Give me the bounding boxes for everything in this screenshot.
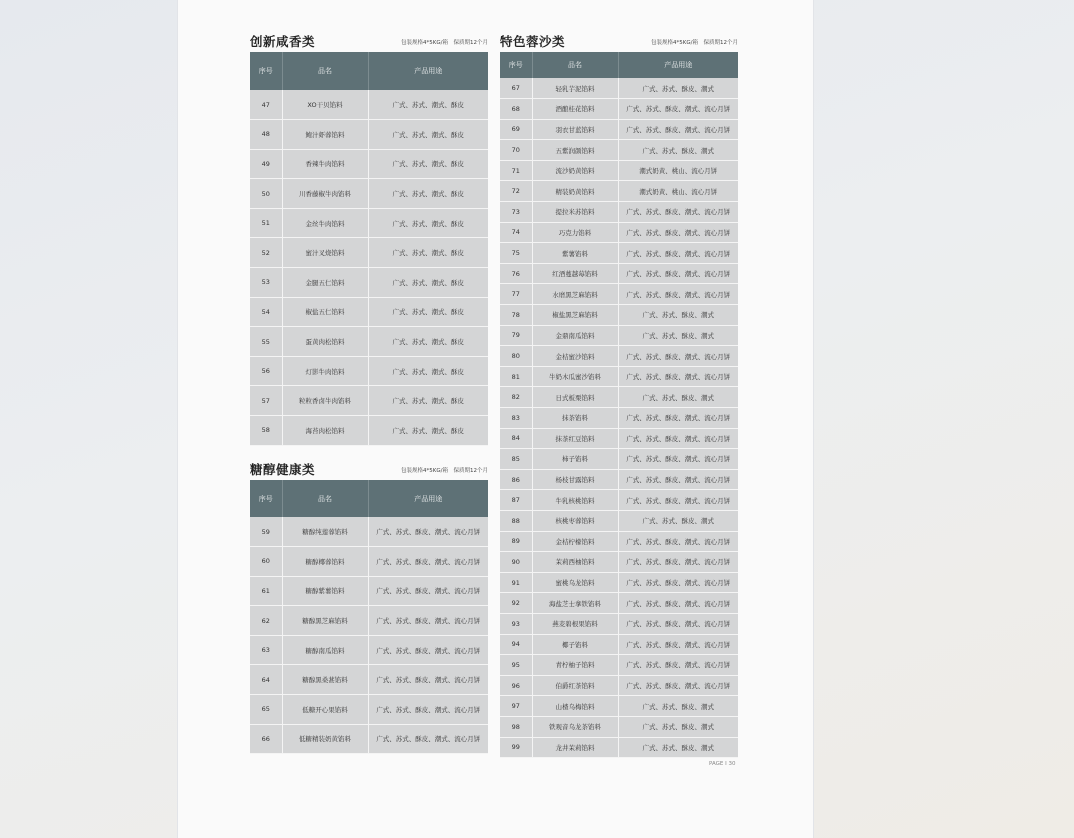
cell-usage: 广式、苏式、酥皮、潮式、流心月饼 bbox=[618, 449, 738, 470]
table-row bbox=[500, 655, 738, 676]
table-row bbox=[500, 160, 738, 181]
cell-product-name: 糖醇紫薯馅料 bbox=[282, 576, 368, 606]
table-row bbox=[250, 724, 488, 754]
cell-index: 51 bbox=[250, 208, 282, 238]
product-table bbox=[500, 52, 738, 758]
table-row bbox=[250, 238, 488, 268]
section-sugar-alcohol bbox=[250, 460, 488, 754]
cell-index: 60 bbox=[250, 547, 282, 577]
cell-index: 82 bbox=[500, 387, 532, 408]
cell-index: 94 bbox=[500, 634, 532, 655]
cell-usage: 潮式奶黄、桃山、流心月饼 bbox=[618, 181, 738, 202]
table-row bbox=[250, 695, 488, 725]
cell-index: 80 bbox=[500, 346, 532, 367]
cell-product-name: 抹茶红豆馅料 bbox=[532, 428, 618, 449]
cell-product-name: 海盐芝士拿铁馅料 bbox=[532, 593, 618, 614]
header-product-name: 品名 bbox=[282, 480, 368, 517]
cell-usage: 广式、苏式、酥皮、潮式 bbox=[618, 305, 738, 326]
table-row bbox=[500, 346, 738, 367]
table-header-row bbox=[500, 52, 738, 78]
cell-usage: 广式、苏式、酥皮、潮式 bbox=[618, 387, 738, 408]
table-row bbox=[250, 179, 488, 209]
cell-index: 96 bbox=[500, 675, 532, 696]
cell-product-name: 巧克力馅料 bbox=[532, 222, 618, 243]
cell-usage: 广式、苏式、酥皮、潮式、流心月饼 bbox=[618, 119, 738, 140]
header-index: 序号 bbox=[500, 52, 532, 78]
table-row bbox=[500, 675, 738, 696]
cell-index: 84 bbox=[500, 428, 532, 449]
cell-index: 85 bbox=[500, 449, 532, 470]
table-row bbox=[500, 140, 738, 161]
cell-index: 71 bbox=[500, 160, 532, 181]
cell-product-name: 金丝牛肉馅料 bbox=[282, 208, 368, 238]
cell-index: 55 bbox=[250, 327, 282, 357]
table-row bbox=[500, 202, 738, 223]
cell-usage: 广式、苏式、酥皮、潮式、流心月饼 bbox=[618, 634, 738, 655]
section-header bbox=[250, 460, 488, 480]
cell-product-name: 青柠柚子馅料 bbox=[532, 655, 618, 676]
cell-index: 99 bbox=[500, 737, 532, 758]
cell-index: 47 bbox=[250, 90, 282, 120]
table-row bbox=[500, 572, 738, 593]
cell-product-name: 杨枝甘露馅料 bbox=[532, 469, 618, 490]
cell-index: 48 bbox=[250, 120, 282, 150]
table-row bbox=[500, 490, 738, 511]
cell-usage: 广式、苏式、酥皮、潮式、流心月饼 bbox=[618, 428, 738, 449]
cell-product-name: 核桃枣蓉馅料 bbox=[532, 510, 618, 531]
table-row bbox=[500, 593, 738, 614]
cell-index: 76 bbox=[500, 263, 532, 284]
cell-usage: 广式、苏式、酥皮、潮式 bbox=[618, 716, 738, 737]
cell-product-name: 金桔蜜沙馅料 bbox=[532, 346, 618, 367]
cell-usage: 广式、苏式、潮式、酥皮 bbox=[368, 356, 488, 386]
cell-index: 54 bbox=[250, 297, 282, 327]
cell-product-name: 提拉米苏馅料 bbox=[532, 202, 618, 223]
cell-product-name: 牛奶木瓜蜜沙馅料 bbox=[532, 366, 618, 387]
cell-index: 83 bbox=[500, 408, 532, 429]
cell-index: 89 bbox=[500, 531, 532, 552]
table-row bbox=[500, 181, 738, 202]
header-usage: 产品用途 bbox=[368, 52, 488, 90]
cell-product-name: 酒酿桂花馅料 bbox=[532, 99, 618, 120]
cell-product-name: 轻乳芋泥馅料 bbox=[532, 78, 618, 99]
cell-product-name: 糖醇黑芝麻馅料 bbox=[282, 606, 368, 636]
cell-index: 65 bbox=[250, 695, 282, 725]
cell-product-name: 低糖精装奶黄馅料 bbox=[282, 724, 368, 754]
cell-usage: 广式、苏式、潮式、酥皮 bbox=[368, 416, 488, 446]
cell-product-name: 燕麦碧根果馅料 bbox=[532, 613, 618, 634]
cell-product-name: 糖醇纯莲蓉馅料 bbox=[282, 517, 368, 547]
cell-usage: 广式、苏式、酥皮、潮式、流心月饼 bbox=[368, 606, 488, 636]
cell-product-name: 紫薯馅料 bbox=[532, 243, 618, 264]
cell-usage: 广式、苏式、酥皮、潮式、流心月饼 bbox=[368, 635, 488, 665]
cell-index: 97 bbox=[500, 696, 532, 717]
table-row bbox=[500, 78, 738, 99]
cell-index: 91 bbox=[500, 572, 532, 593]
cell-index: 68 bbox=[500, 99, 532, 120]
cell-index: 58 bbox=[250, 416, 282, 446]
cell-product-name: 金鼎南瓜馅料 bbox=[532, 325, 618, 346]
cell-product-name: 抹茶馅料 bbox=[532, 408, 618, 429]
table-row bbox=[250, 576, 488, 606]
cell-product-name: 龙井茉莉馅料 bbox=[532, 737, 618, 758]
table-row bbox=[500, 716, 738, 737]
table-row bbox=[500, 243, 738, 264]
cell-usage: 广式、苏式、酥皮、潮式、流心月饼 bbox=[618, 243, 738, 264]
header-index: 序号 bbox=[250, 480, 282, 517]
header-usage: 产品用途 bbox=[618, 52, 738, 78]
table-row bbox=[250, 120, 488, 150]
table-row bbox=[250, 297, 488, 327]
table-row bbox=[500, 737, 738, 758]
cell-index: 74 bbox=[500, 222, 532, 243]
section-header bbox=[500, 32, 738, 52]
cell-product-name: 山楂乌梅馅料 bbox=[532, 696, 618, 717]
cell-usage: 广式、苏式、酥皮、潮式、流心月饼 bbox=[618, 408, 738, 429]
cell-index: 90 bbox=[500, 552, 532, 573]
cell-usage: 广式、苏式、潮式、酥皮 bbox=[368, 120, 488, 150]
cell-usage: 广式、苏式、潮式、酥皮 bbox=[368, 268, 488, 298]
table-row bbox=[500, 366, 738, 387]
cell-index: 70 bbox=[500, 140, 532, 161]
section-spec-note: 包装规格4*5KG/箱 保质期12个月 bbox=[401, 468, 488, 474]
cell-product-name: 五紫润颜馅料 bbox=[532, 140, 618, 161]
cell-usage: 广式、苏式、潮式、酥皮 bbox=[368, 208, 488, 238]
table-row bbox=[500, 222, 738, 243]
cell-product-name: 金桔柠檬馅料 bbox=[532, 531, 618, 552]
cell-index: 92 bbox=[500, 593, 532, 614]
cell-usage: 广式、苏式、潮式、酥皮 bbox=[368, 297, 488, 327]
table-row bbox=[500, 634, 738, 655]
cell-product-name: 椒盐五仁馅料 bbox=[282, 297, 368, 327]
cell-usage: 广式、苏式、酥皮、潮式、流心月饼 bbox=[368, 576, 488, 606]
cell-index: 98 bbox=[500, 716, 532, 737]
cell-usage: 广式、苏式、酥皮、潮式、流心月饼 bbox=[618, 263, 738, 284]
cell-index: 79 bbox=[500, 325, 532, 346]
cell-usage: 广式、苏式、酥皮、潮式、流心月饼 bbox=[368, 724, 488, 754]
cell-index: 73 bbox=[500, 202, 532, 223]
cell-usage: 广式、苏式、潮式、酥皮 bbox=[368, 327, 488, 357]
cell-product-name: 鲍汁虾蓉馅料 bbox=[282, 120, 368, 150]
table-row bbox=[500, 325, 738, 346]
cell-index: 69 bbox=[500, 119, 532, 140]
cell-usage: 广式、苏式、潮式、酥皮 bbox=[368, 179, 488, 209]
section-spec-note: 包装规格4*5KG/箱 保质期12个月 bbox=[651, 40, 738, 46]
cell-product-name: 椰子馅料 bbox=[532, 634, 618, 655]
cell-usage: 广式、苏式、酥皮、潮式、流心月饼 bbox=[618, 572, 738, 593]
table-row bbox=[250, 356, 488, 386]
cell-usage: 广式、苏式、酥皮、潮式、流心月饼 bbox=[618, 346, 738, 367]
cell-usage: 广式、苏式、酥皮、潮式、流心月饼 bbox=[618, 531, 738, 552]
cell-usage: 广式、苏式、酥皮、潮式、流心月饼 bbox=[618, 284, 738, 305]
cell-product-name: 柿子馅料 bbox=[532, 449, 618, 470]
product-table bbox=[250, 52, 488, 446]
table-row bbox=[500, 696, 738, 717]
cell-usage: 广式、苏式、酥皮、潮式、流心月饼 bbox=[618, 675, 738, 696]
table-row bbox=[250, 386, 488, 416]
cell-index: 88 bbox=[500, 510, 532, 531]
cell-usage: 广式、苏式、酥皮、潮式、流心月饼 bbox=[368, 695, 488, 725]
cell-index: 53 bbox=[250, 268, 282, 298]
cell-product-name: 糖醇南瓜馅料 bbox=[282, 635, 368, 665]
cell-usage: 广式、苏式、酥皮、潮式、流心月饼 bbox=[368, 517, 488, 547]
cell-index: 75 bbox=[500, 243, 532, 264]
cell-index: 66 bbox=[250, 724, 282, 754]
cell-product-name: 金腿五仁馅料 bbox=[282, 268, 368, 298]
cell-index: 63 bbox=[250, 635, 282, 665]
table-row bbox=[500, 263, 738, 284]
cell-usage: 广式、苏式、潮式、酥皮 bbox=[368, 149, 488, 179]
table-row bbox=[250, 268, 488, 298]
cell-usage: 广式、苏式、酥皮、潮式、流心月饼 bbox=[368, 547, 488, 577]
cell-product-name: 粒粒香卤牛肉馅料 bbox=[282, 386, 368, 416]
header-usage: 产品用途 bbox=[368, 480, 488, 517]
section-spec-note: 包装规格4*5KG/箱 保质期12个月 bbox=[401, 40, 488, 46]
cell-usage: 广式、苏式、潮式、酥皮 bbox=[368, 238, 488, 268]
cell-usage: 广式、苏式、酥皮、潮式、流心月饼 bbox=[618, 593, 738, 614]
catalog-page bbox=[178, 0, 813, 838]
table-row bbox=[500, 613, 738, 634]
cell-product-name: 红酒蔓越莓馅料 bbox=[532, 263, 618, 284]
cell-usage: 广式、苏式、酥皮、潮式 bbox=[618, 325, 738, 346]
table-row bbox=[250, 665, 488, 695]
table-row bbox=[500, 119, 738, 140]
cell-index: 78 bbox=[500, 305, 532, 326]
cell-index: 86 bbox=[500, 469, 532, 490]
cell-product-name: 流沙奶黄馅料 bbox=[532, 160, 618, 181]
cell-product-name: 蛋黄肉松馅料 bbox=[282, 327, 368, 357]
table-header-row bbox=[250, 480, 488, 517]
cell-index: 67 bbox=[500, 78, 532, 99]
table-row bbox=[250, 327, 488, 357]
cell-product-name: 蜜桃乌龙馅料 bbox=[532, 572, 618, 593]
section-savory bbox=[250, 32, 488, 446]
section-title: 创新咸香类 bbox=[250, 34, 316, 49]
table-row bbox=[250, 635, 488, 665]
cell-index: 57 bbox=[250, 386, 282, 416]
table-header-row bbox=[250, 52, 488, 90]
cell-product-name: 低糖开心果馅料 bbox=[282, 695, 368, 725]
cell-product-name: 羽衣甘蓝馅料 bbox=[532, 119, 618, 140]
cell-index: 93 bbox=[500, 613, 532, 634]
table-row bbox=[500, 510, 738, 531]
cell-product-name: 伯爵红茶馅料 bbox=[532, 675, 618, 696]
section-header bbox=[250, 32, 488, 52]
cell-usage: 广式、苏式、酥皮、潮式、流心月饼 bbox=[618, 655, 738, 676]
header-index: 序号 bbox=[250, 52, 282, 90]
cell-product-name: 椒盐黑芝麻馅料 bbox=[532, 305, 618, 326]
cell-index: 52 bbox=[250, 238, 282, 268]
table-row bbox=[500, 99, 738, 120]
table-row bbox=[250, 416, 488, 446]
cell-product-name: 糖醇黑桑葚馅料 bbox=[282, 665, 368, 695]
cell-usage: 广式、苏式、酥皮、潮式 bbox=[618, 510, 738, 531]
header-product-name: 品名 bbox=[532, 52, 618, 78]
table-row bbox=[500, 305, 738, 326]
section-paste bbox=[500, 32, 738, 758]
cell-index: 62 bbox=[250, 606, 282, 636]
cell-usage: 广式、苏式、酥皮、潮式、流心月饼 bbox=[368, 665, 488, 695]
cell-product-name: 香辣牛肉馅料 bbox=[282, 149, 368, 179]
table-row bbox=[500, 428, 738, 449]
table-row bbox=[250, 517, 488, 547]
table-row bbox=[500, 449, 738, 470]
product-table bbox=[250, 480, 488, 754]
cell-usage: 广式、苏式、酥皮、潮式 bbox=[618, 78, 738, 99]
cell-product-name: 灯影牛肉馅料 bbox=[282, 356, 368, 386]
page-number: PAGE I 30 bbox=[709, 761, 736, 767]
cell-product-name: 糖醇椰蓉馅料 bbox=[282, 547, 368, 577]
cell-usage: 广式、苏式、酥皮、潮式、流心月饼 bbox=[618, 366, 738, 387]
header-product-name: 品名 bbox=[282, 52, 368, 90]
table-row bbox=[250, 90, 488, 120]
cell-usage: 广式、苏式、酥皮、潮式、流心月饼 bbox=[618, 613, 738, 634]
cell-index: 59 bbox=[250, 517, 282, 547]
cell-product-name: 川香藤椒牛肉馅料 bbox=[282, 179, 368, 209]
cell-usage: 广式、苏式、酥皮、潮式、流心月饼 bbox=[618, 552, 738, 573]
table-row bbox=[250, 606, 488, 636]
cell-product-name: 铁观音乌龙茶馅料 bbox=[532, 716, 618, 737]
cell-usage: 广式、苏式、酥皮、潮式 bbox=[618, 696, 738, 717]
cell-index: 56 bbox=[250, 356, 282, 386]
cell-product-name: 茉莉西柚馅料 bbox=[532, 552, 618, 573]
cell-index: 64 bbox=[250, 665, 282, 695]
cell-usage: 广式、苏式、酥皮、潮式、流心月饼 bbox=[618, 469, 738, 490]
table-row bbox=[500, 408, 738, 429]
cell-index: 61 bbox=[250, 576, 282, 606]
cell-product-name: 水磨黑芝麻馅料 bbox=[532, 284, 618, 305]
cell-index: 50 bbox=[250, 179, 282, 209]
cell-index: 77 bbox=[500, 284, 532, 305]
cell-usage: 广式、苏式、酥皮、潮式、流心月饼 bbox=[618, 222, 738, 243]
cell-product-name: 牛乳核桃馅料 bbox=[532, 490, 618, 511]
cell-usage: 广式、苏式、潮式、酥皮 bbox=[368, 90, 488, 120]
cell-index: 49 bbox=[250, 149, 282, 179]
cell-product-name: 蜜汁叉烧馅料 bbox=[282, 238, 368, 268]
cell-usage: 广式、苏式、酥皮、潮式、流心月饼 bbox=[618, 99, 738, 120]
cell-index: 72 bbox=[500, 181, 532, 202]
cell-index: 87 bbox=[500, 490, 532, 511]
table-row bbox=[500, 387, 738, 408]
cell-product-name: 精装奶黄馅料 bbox=[532, 181, 618, 202]
cell-usage: 潮式奶黄、桃山、流心月饼 bbox=[618, 160, 738, 181]
cell-usage: 广式、苏式、酥皮、潮式 bbox=[618, 737, 738, 758]
table-row bbox=[500, 552, 738, 573]
cell-product-name: 日式板栗馅料 bbox=[532, 387, 618, 408]
cell-usage: 广式、苏式、潮式、酥皮 bbox=[368, 386, 488, 416]
cell-index: 81 bbox=[500, 366, 532, 387]
cell-product-name: 海苔肉松馅料 bbox=[282, 416, 368, 446]
table-row bbox=[250, 208, 488, 238]
table-row bbox=[500, 531, 738, 552]
cell-usage: 广式、苏式、酥皮、潮式 bbox=[618, 140, 738, 161]
cell-usage: 广式、苏式、酥皮、潮式、流心月饼 bbox=[618, 490, 738, 511]
table-row bbox=[500, 284, 738, 305]
section-title: 特色蓉沙类 bbox=[500, 34, 566, 49]
cell-product-name: XO干贝馅料 bbox=[282, 90, 368, 120]
table-row bbox=[500, 469, 738, 490]
table-row bbox=[250, 149, 488, 179]
cell-index: 95 bbox=[500, 655, 532, 676]
cell-usage: 广式、苏式、酥皮、潮式、流心月饼 bbox=[618, 202, 738, 223]
section-title: 糖醇健康类 bbox=[250, 462, 316, 477]
table-row bbox=[250, 547, 488, 577]
